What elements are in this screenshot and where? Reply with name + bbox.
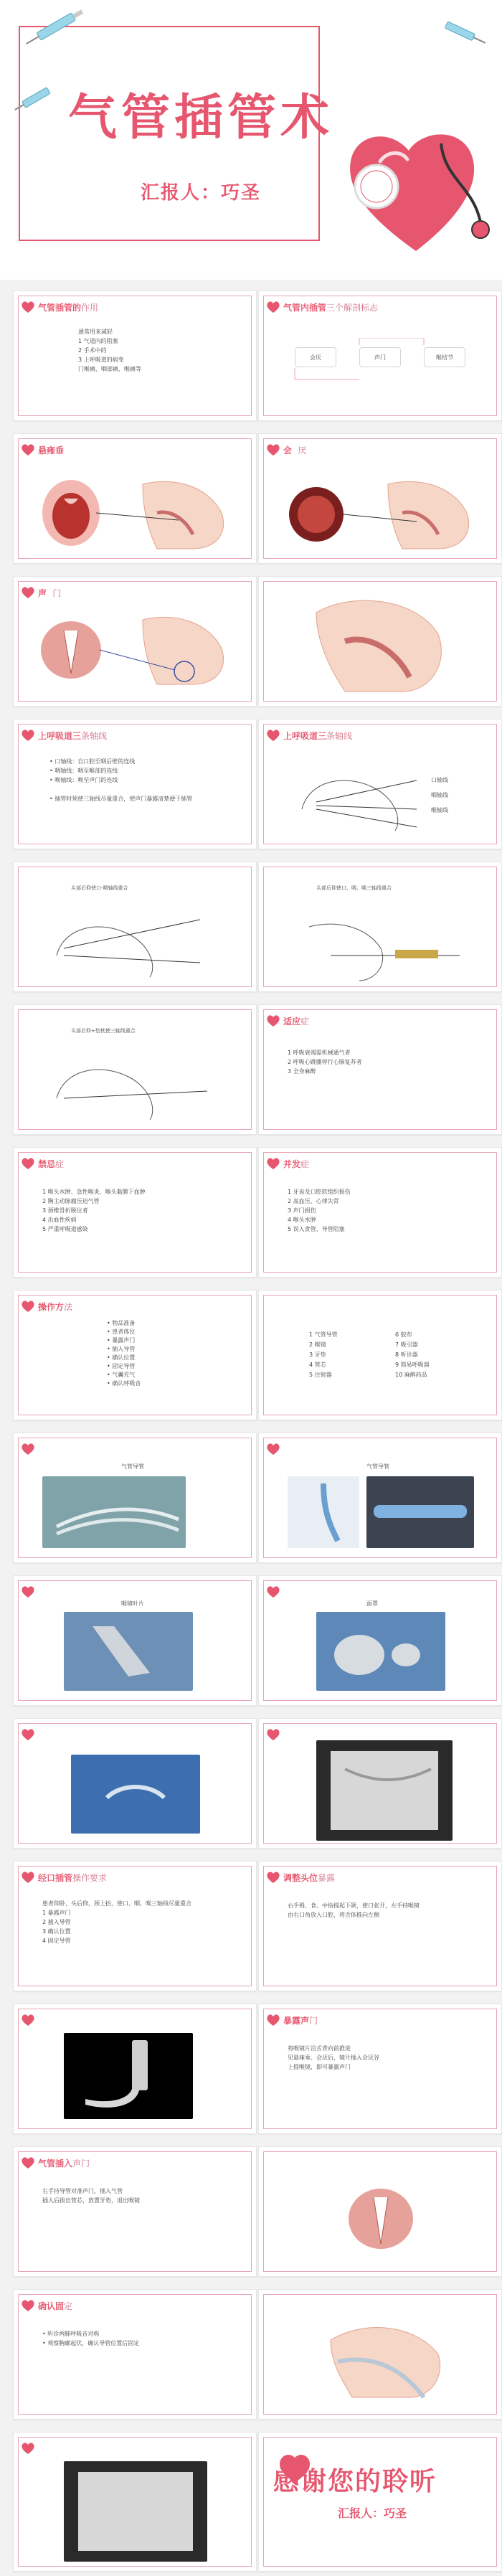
- syringe-icon: [14, 4, 100, 47]
- slide-caption: 头部后仰+垫枕使三轴线重合: [71, 1028, 136, 1034]
- syringe-icon: [430, 14, 495, 50]
- slide-caption: 气管导管: [121, 1463, 144, 1470]
- laryngoscope-photo: [64, 2033, 193, 2119]
- intubation-kit-photo: [316, 1740, 453, 1841]
- glottis-anatomy-image: [28, 605, 243, 699]
- slide-title: 经口插管操作要求: [38, 1872, 108, 1883]
- slide-body: • 听诊两肺呼吸音对称 • 观察胸廓起伏，确认导管位置后固定: [42, 2331, 140, 2346]
- slide-caption: 头部后仰使口、咽、喉三轴线重合: [316, 885, 392, 891]
- heart-icon: [21, 1728, 35, 1741]
- head-position-diagram: [42, 898, 229, 984]
- slide-airway-tube-image: [258, 2289, 502, 2420]
- slide-title: 适应症: [283, 1016, 310, 1027]
- slide-title: 悬雍垂: [38, 445, 65, 456]
- epiglottis-anatomy-image: [273, 470, 488, 556]
- slide-contraindications: [13, 1147, 257, 1278]
- heart-icon: [266, 1014, 280, 1027]
- slide-kit-photo: [258, 1718, 502, 1849]
- slide-caption: 面罩: [366, 1600, 378, 1607]
- slide-uvula: [13, 433, 257, 564]
- heart-icon: [21, 2299, 35, 2312]
- head-position-diagram: [288, 898, 474, 984]
- device-photo: [71, 1755, 200, 1834]
- slide-body: 将喉镜片沿舌背向前推进 见悬雍垂、会厌后，镜片插入会厌谷 上提喉镜，即可暴露声门: [288, 2045, 379, 2070]
- thanks-title: 感谢您的聆听: [273, 2467, 437, 2496]
- slide-caption: 头部后仰使口-咽轴线重合: [71, 885, 128, 891]
- slide-axes-step2: [258, 862, 502, 992]
- slide-title: 气管内插管三个解剖标志: [283, 302, 379, 313]
- slide-body: 1 呼吸衰竭需机械通气者 2 呼吸心跳骤停行心肺复苏者 3 全身麻醉: [288, 1049, 362, 1075]
- heart-icon: [266, 1728, 280, 1741]
- slide-body: 右手持导管对准声门，插入气管 插入后拔出管芯，放置牙垫，退出喉镜: [42, 2188, 140, 2204]
- airway-anatomy-image: [302, 591, 460, 699]
- heart-icon: [266, 301, 280, 313]
- slide-title: 会 厌: [283, 445, 307, 456]
- thanks-presenter: 汇报人：巧圣: [338, 2506, 407, 2520]
- heart-icon: [21, 1443, 35, 1456]
- heart-icon: [266, 1585, 280, 1598]
- slide-title: 气管插入声门: [38, 2158, 90, 2169]
- landmark-box: 喉结节: [424, 347, 465, 367]
- heart-icon: [21, 1585, 35, 1598]
- slide-title: 声 门: [38, 588, 62, 598]
- slide-tube-photo-1: [13, 1433, 257, 1563]
- equipment-list-left: 1 气管导管 2 喉镜 3 牙垫 4 管芯 5 注射器: [309, 1331, 338, 1378]
- slide-confirm-fix: [13, 2289, 257, 2420]
- slide-oral-intubation: [13, 1861, 257, 1991]
- slide-equipment-list: [258, 1290, 502, 1420]
- slide-procedure: [13, 1290, 257, 1420]
- slide-three-axes-diagram: [258, 719, 502, 849]
- slide-title: 并发症: [283, 1159, 310, 1169]
- heart-icon: [21, 443, 35, 456]
- slide-body: 通常用来减轻 1 气道内的阻塞 2 手术中的 3 上呼吸道的病变 门喉痛、咽部痛、喉痛等: [78, 329, 141, 372]
- slide-body: 右手拇、食、中指提起下颌，使口张开，左手持喉镜 由右口角放入口腔，将舌体推向左侧: [288, 1902, 420, 1918]
- slide-final-kit: [13, 2432, 257, 2572]
- equipment-list-right: 6 胶布 7 吸引器 8 听诊器 9 简易呼吸器 10 麻醉药品: [395, 1331, 430, 1378]
- slide-airway-image: [258, 576, 502, 707]
- heart-icon: [21, 1871, 35, 1884]
- slide-body: • 口轴线：自口腔至咽后壁的连线 • 咽轴线：咽至喉部的连线 • 喉轴线：喉至声门的连线 • 插管时须使三轴线尽量重合，使声门暴露清楚便于插管: [49, 758, 193, 802]
- slide-laryngoscope-blade: [13, 1575, 257, 1706]
- slide-caption: 喉镜叶片: [121, 1600, 144, 1607]
- heart-icon: [266, 1157, 280, 1170]
- slide-glottis-image: [258, 2146, 502, 2277]
- slide-body: 患者仰卧，头后仰，颈上抬，使口、咽、喉三轴线尽量重合 1 暴露声门 2 插入导管 3 确认位置 4 固定导管: [42, 1900, 191, 1944]
- slide-complications: [258, 1147, 502, 1278]
- slide-body: • 物品准备 • 患者体位 • 暴露声门 • 插入导管 • 确认位置 • 固定导管 • 气囊充气 • 确认呼吸音: [107, 1320, 141, 1387]
- heart-stethoscope-illustration: [337, 108, 495, 265]
- slide-epiglottis: [258, 433, 502, 564]
- landmark-box: 声门: [359, 347, 401, 367]
- intubation-kit-photo: [64, 2461, 207, 2562]
- laryngoscope-blade-photo: [64, 1612, 193, 1691]
- heart-icon: [21, 1157, 35, 1170]
- slide-title: 上呼吸道三条轴线: [283, 730, 353, 741]
- heart-icon: [21, 729, 35, 742]
- slide-face-mask: [258, 1575, 502, 1706]
- heart-icon: [21, 586, 35, 599]
- slide-thanks: [258, 2432, 502, 2572]
- bracket-lines: [288, 338, 474, 395]
- slide-title: 操作方法: [38, 1301, 73, 1312]
- slide-body: 1 牙齿及口腔软组织损伤 2 高血压、心律失常 3 声门损伤 4 喉头水肿 5 误入食管、导管阻塞: [288, 1189, 351, 1232]
- head-axes-diagram: [288, 752, 431, 838]
- endotracheal-tube-photo: [42, 1476, 186, 1548]
- axis-labels: 口轴线 咽轴线 喉轴线: [431, 777, 448, 813]
- heart-icon: [266, 443, 280, 456]
- mouth-anatomy-image: [28, 470, 243, 556]
- heart-icon: [21, 301, 35, 313]
- slide-title: 调整头位暴露: [283, 1872, 336, 1883]
- slide-title: 确认固定: [38, 2301, 73, 2311]
- slide-title: 暴露声门: [283, 2015, 318, 2026]
- landmark-box: 会厌: [295, 347, 336, 367]
- heart-icon: [266, 1871, 280, 1884]
- endotracheal-tube-photo: [288, 1476, 359, 1548]
- slide-caption: 气管导管: [366, 1463, 389, 1470]
- slide-axes-step1: [13, 862, 257, 992]
- slide-insert-tube: [13, 2146, 257, 2277]
- cover-slide: [0, 0, 502, 280]
- heart-icon: [266, 729, 280, 742]
- slide-expose-glottis: [258, 2004, 502, 2134]
- slide-indications: [258, 1004, 502, 1135]
- slide-tube-purpose: [13, 291, 257, 421]
- slide-glottis: [13, 576, 257, 707]
- slide-title: 气管插管的作用: [38, 302, 99, 313]
- slide-axes-step3: [13, 1004, 257, 1135]
- endotracheal-tube-photo: [366, 1476, 474, 1548]
- heart-icon: [21, 1300, 35, 1313]
- slide-tube-photo-2: [258, 1433, 502, 1563]
- slide-device-photo: [13, 1718, 257, 1849]
- heart-icon: [21, 2014, 35, 2027]
- slide-title: 上呼吸道三条轴线: [38, 730, 108, 741]
- head-position-diagram: [42, 1041, 229, 1127]
- heart-icon: [266, 1443, 280, 1456]
- glottis-image: [341, 2183, 420, 2255]
- slide-body: 1 喉头水肿、急性喉炎、喉头黏膜下血肿 2 胸主动脉瘤压迫气管 3 颈椎骨折脱位者 4 出血性疾病 5 严重呼吸道感染: [42, 1189, 146, 1232]
- slide-three-axes-text: [13, 719, 257, 849]
- cover-title: 气管插管术: [67, 90, 333, 146]
- slide-anatomical-landmarks: [258, 291, 502, 421]
- airway-tube-image: [323, 2311, 445, 2405]
- heart-icon: [266, 2014, 280, 2027]
- slide-head-adjust: [258, 1861, 502, 1991]
- cover-presenter: 汇报人：巧圣: [140, 182, 261, 204]
- heart-icon: [21, 2442, 35, 2455]
- face-mask-photo: [316, 1612, 445, 1691]
- slide-title: 禁忌症: [38, 1159, 65, 1169]
- heart-icon: [21, 2156, 35, 2169]
- slide-laryngoscope-photo: [13, 2004, 257, 2134]
